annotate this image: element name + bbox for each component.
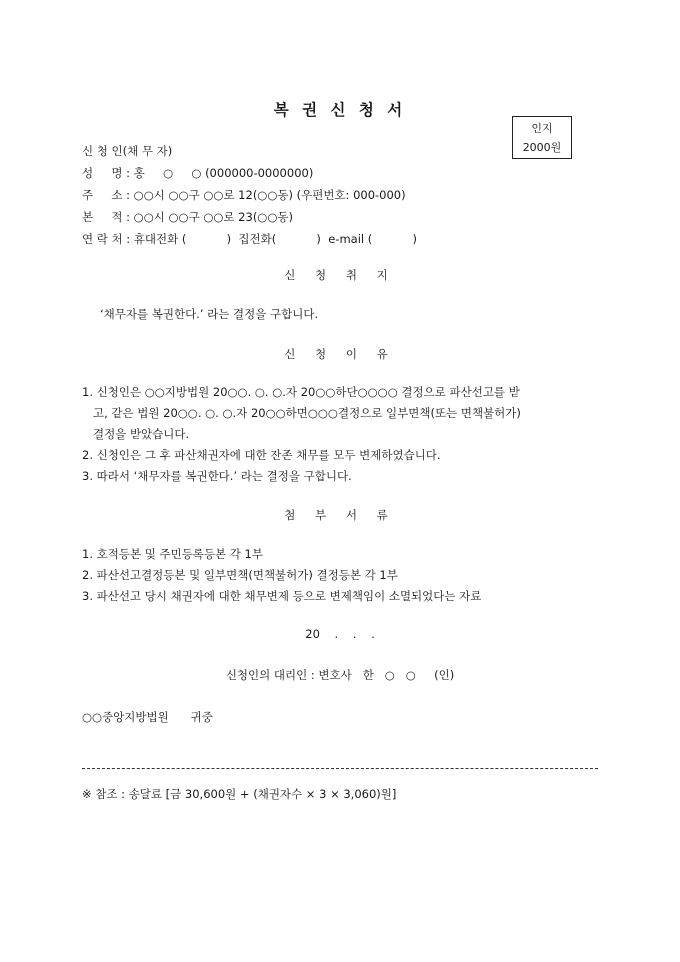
applicant-contact-row: 연 락 처 : 휴대전화 ( ) 집전화( ) e-mail ( ) <box>82 232 417 246</box>
applicant-address-row: 주 소 : ○○시 ○○구 ○○로 12(○○동) (우편번호: 000-000) <box>82 188 406 202</box>
reason-line: 1. 신청인은 ○○지방법원 20○○. ○. ○.자 20○○하단○○○○ 결정으로 파산선고를 받 <box>82 385 520 399</box>
reason-line: 결정을 받았습니다. <box>82 427 190 441</box>
filing-date: 20 . . . <box>305 627 375 641</box>
dashed-divider <box>82 768 598 769</box>
revenue-stamp-box <box>512 116 572 159</box>
stamp-label: 인지 <box>531 121 553 135</box>
agent-signature-line: 신청인의 대리인 : 변호사 한 ○ ○ (인) <box>225 668 455 682</box>
stamp-amount: 2000원 <box>522 140 562 154</box>
attachment-item: 3. 파산선고 당시 채권자에 대한 채무변제 등으로 변제책임이 소멸되었다는 자료 <box>82 589 482 603</box>
purpose-text: ‘채무자를 복권한다.’ 라는 결정을 구합니다. <box>100 307 319 321</box>
applicant-header: 신 청 인(채 무 자) <box>82 144 173 158</box>
fee-note: ※ 참조 : 송달료 [금 30,600원 + (채권자수 × 3 × 3,060)원] <box>82 787 397 801</box>
attachment-item: 1. 호적등본 및 주민등록등본 각 1부 <box>82 547 263 561</box>
attachments-heading: 첨 부 서 류 <box>284 508 396 522</box>
applicant-domicile-row: 본 적 : ○○시 ○○구 ○○로 23(○○동) <box>82 210 293 224</box>
applicant-name-row: 성 명 : 홍 ○ ○ (000000-0000000) <box>82 166 314 180</box>
reason-line: 2. 신청인은 그 후 파산채권자에 대한 잔존 채무를 모두 변제하였습니다. <box>82 448 441 462</box>
document-title: 복 권 신 청 서 <box>273 101 407 119</box>
court-addressee: ○○중앙지방법원 귀중 <box>82 710 213 724</box>
reason-line: 3. 따라서 ‘채무자를 복권한다.’ 라는 결정을 구합니다. <box>82 469 352 483</box>
reason-line: 고, 같은 법원 20○○. ○. ○.자 20○○하면○○○결정으로 일부면책(또는 면책불허가) <box>82 406 521 420</box>
reasons-heading: 신 청 이 유 <box>284 347 396 361</box>
attachment-item: 2. 파산선고결정등본 및 일부면책(면책불허가) 결정등본 각 1부 <box>82 568 398 582</box>
purpose-heading: 신 청 취 지 <box>284 268 396 282</box>
